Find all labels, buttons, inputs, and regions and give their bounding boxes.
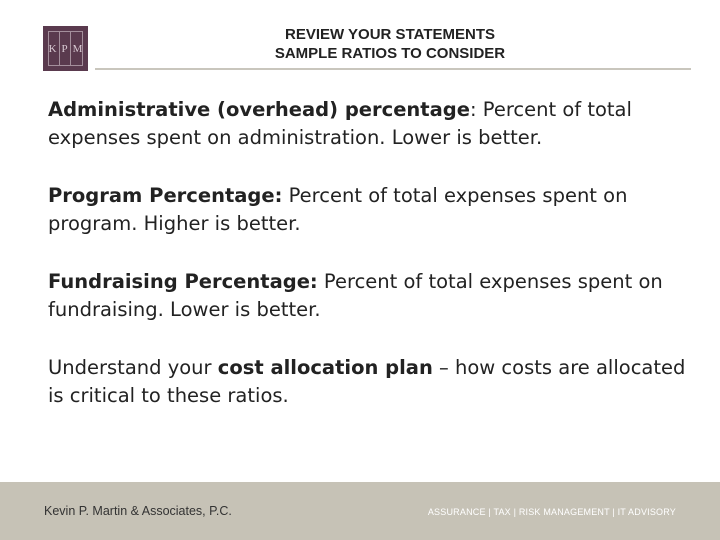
footer-services: ASSURANCE | TAX | RISK MANAGEMENT | IT ADVISORY [427,507,676,517]
logo-letter-p: P [59,32,70,65]
note-emphasis: cost allocation plan [217,356,433,379]
slide-title-line-2: SAMPLE RATIOS TO CONSIDER [274,45,506,62]
footer-firm-name: Kevin P. Martin & Associates, P.C. [44,504,232,518]
logo-letter-m: M [70,32,85,65]
ratio-term: Program Percentage: [48,184,283,207]
ratio-administrative [48,96,688,152]
logo-letter-k: K [48,42,57,55]
slide-title [230,25,550,63]
ratio-program [48,182,688,238]
ratio-description: Percent of total expenses spent on program. Higher is better. [48,184,628,235]
header-divider [95,68,691,70]
note-suffix: – how costs are allocated is critical to these ratios. [48,356,686,407]
company-logo [43,26,88,71]
ratio-term: Fundraising Percentage: [48,270,318,293]
ratio-description: : Percent of total expenses spent on administration. Lower is better. [48,98,632,149]
note-prefix: Understand your [48,356,218,379]
slide-title-line-1: REVIEW YOUR STATEMENTS [284,26,495,43]
footer-band [0,482,720,540]
ratio-term: Administrative (overhead) percentage [48,98,470,121]
ratio-description: Percent of total expenses spent on fundraising. Lower is better. [48,270,663,321]
cost-allocation-note [48,354,688,410]
ratio-fundraising [48,268,688,324]
slide-body [48,96,688,440]
logo-frame [48,31,83,66]
